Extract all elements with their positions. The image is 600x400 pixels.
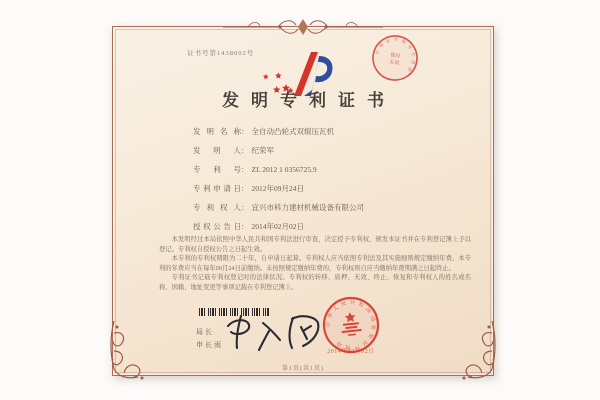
field-label: 授权公告日 bbox=[193, 222, 241, 231]
field-value: 全自动凸轮式双辊压瓦机 bbox=[251, 127, 334, 136]
legal-paragraph-1: 本发明经过本局依照中华人民共和国专利法进行审查，决定授予专利权，颁发本证书并在专利登记簿上予以登记。专利权自授权公告之日起生效。 bbox=[159, 236, 471, 253]
field-value: 纪荣军 bbox=[251, 146, 274, 155]
page-footer: 第1页(共1页) bbox=[282, 366, 324, 372]
field-colon: ： bbox=[241, 203, 249, 212]
field-colon: ： bbox=[241, 222, 249, 231]
certificate-title: 发明专利证书 bbox=[222, 91, 396, 110]
field-label: 专利申请日 bbox=[193, 184, 241, 193]
seal-ring-text: 中华人民共和国国家知识产权局 bbox=[326, 300, 376, 350]
stamp-center-line1: 核对 bbox=[389, 53, 401, 60]
field-value: 2014年02月02日 bbox=[251, 222, 304, 231]
top-border-ornament-icon bbox=[218, 15, 388, 39]
director-block bbox=[196, 326, 223, 352]
director-signature bbox=[221, 311, 325, 355]
verification-stamp-icon bbox=[366, 29, 424, 87]
certificate-number: 证书号第1438002号 bbox=[187, 50, 255, 57]
field-value: 2012年09月24日 bbox=[251, 184, 304, 193]
legal-paragraph-2: 本专利的专利权期限为二十年，自申请日起算。专利权人应当依照专利法及其实施细则规定缴纳年费。本专利的年费应当在每年09月24日前缴纳。未按照规定缴纳年费的，专利权将自应当缴纳年费期满之日起终止。 bbox=[159, 255, 471, 272]
legal-paragraph-3: 专利证书记载专利权登记时的法律状况。专利权的转移、质押、无效、终止、恢复和专利权人的姓名或名称、国籍、地址变更等事项记载在专利登记簿上。 bbox=[159, 274, 471, 291]
director-name: 申长雨 bbox=[196, 341, 223, 349]
field-colon: ： bbox=[241, 127, 249, 136]
field-colon: ： bbox=[241, 146, 249, 155]
legal-text bbox=[159, 235, 471, 293]
field-colon: ： bbox=[241, 184, 249, 193]
field-patent-number bbox=[193, 164, 364, 183]
field-inventor bbox=[193, 145, 364, 164]
field-invention-name bbox=[193, 126, 364, 145]
field-label: 专利号 bbox=[193, 165, 241, 174]
field-patentee bbox=[193, 202, 364, 221]
field-label: 发明人 bbox=[193, 146, 241, 155]
stamp-center-line2: 无误 bbox=[388, 60, 400, 67]
director-label: 局长 bbox=[196, 328, 214, 336]
field-label: 专利权人 bbox=[193, 203, 241, 212]
field-list bbox=[193, 126, 364, 240]
stamp-ring-text: 专利证书核对专用章 bbox=[374, 36, 417, 76]
field-value: ZL 2012 1 0356725.9 bbox=[251, 165, 317, 174]
patent-certificate bbox=[112, 26, 494, 376]
field-colon: ： bbox=[241, 165, 249, 174]
field-application-date bbox=[193, 183, 364, 202]
field-label: 发明名称 bbox=[193, 127, 241, 136]
seal-date: 2014年02月02日 bbox=[327, 349, 375, 355]
field-value: 宜兴市科力建材机械设备有限公司 bbox=[251, 203, 364, 212]
